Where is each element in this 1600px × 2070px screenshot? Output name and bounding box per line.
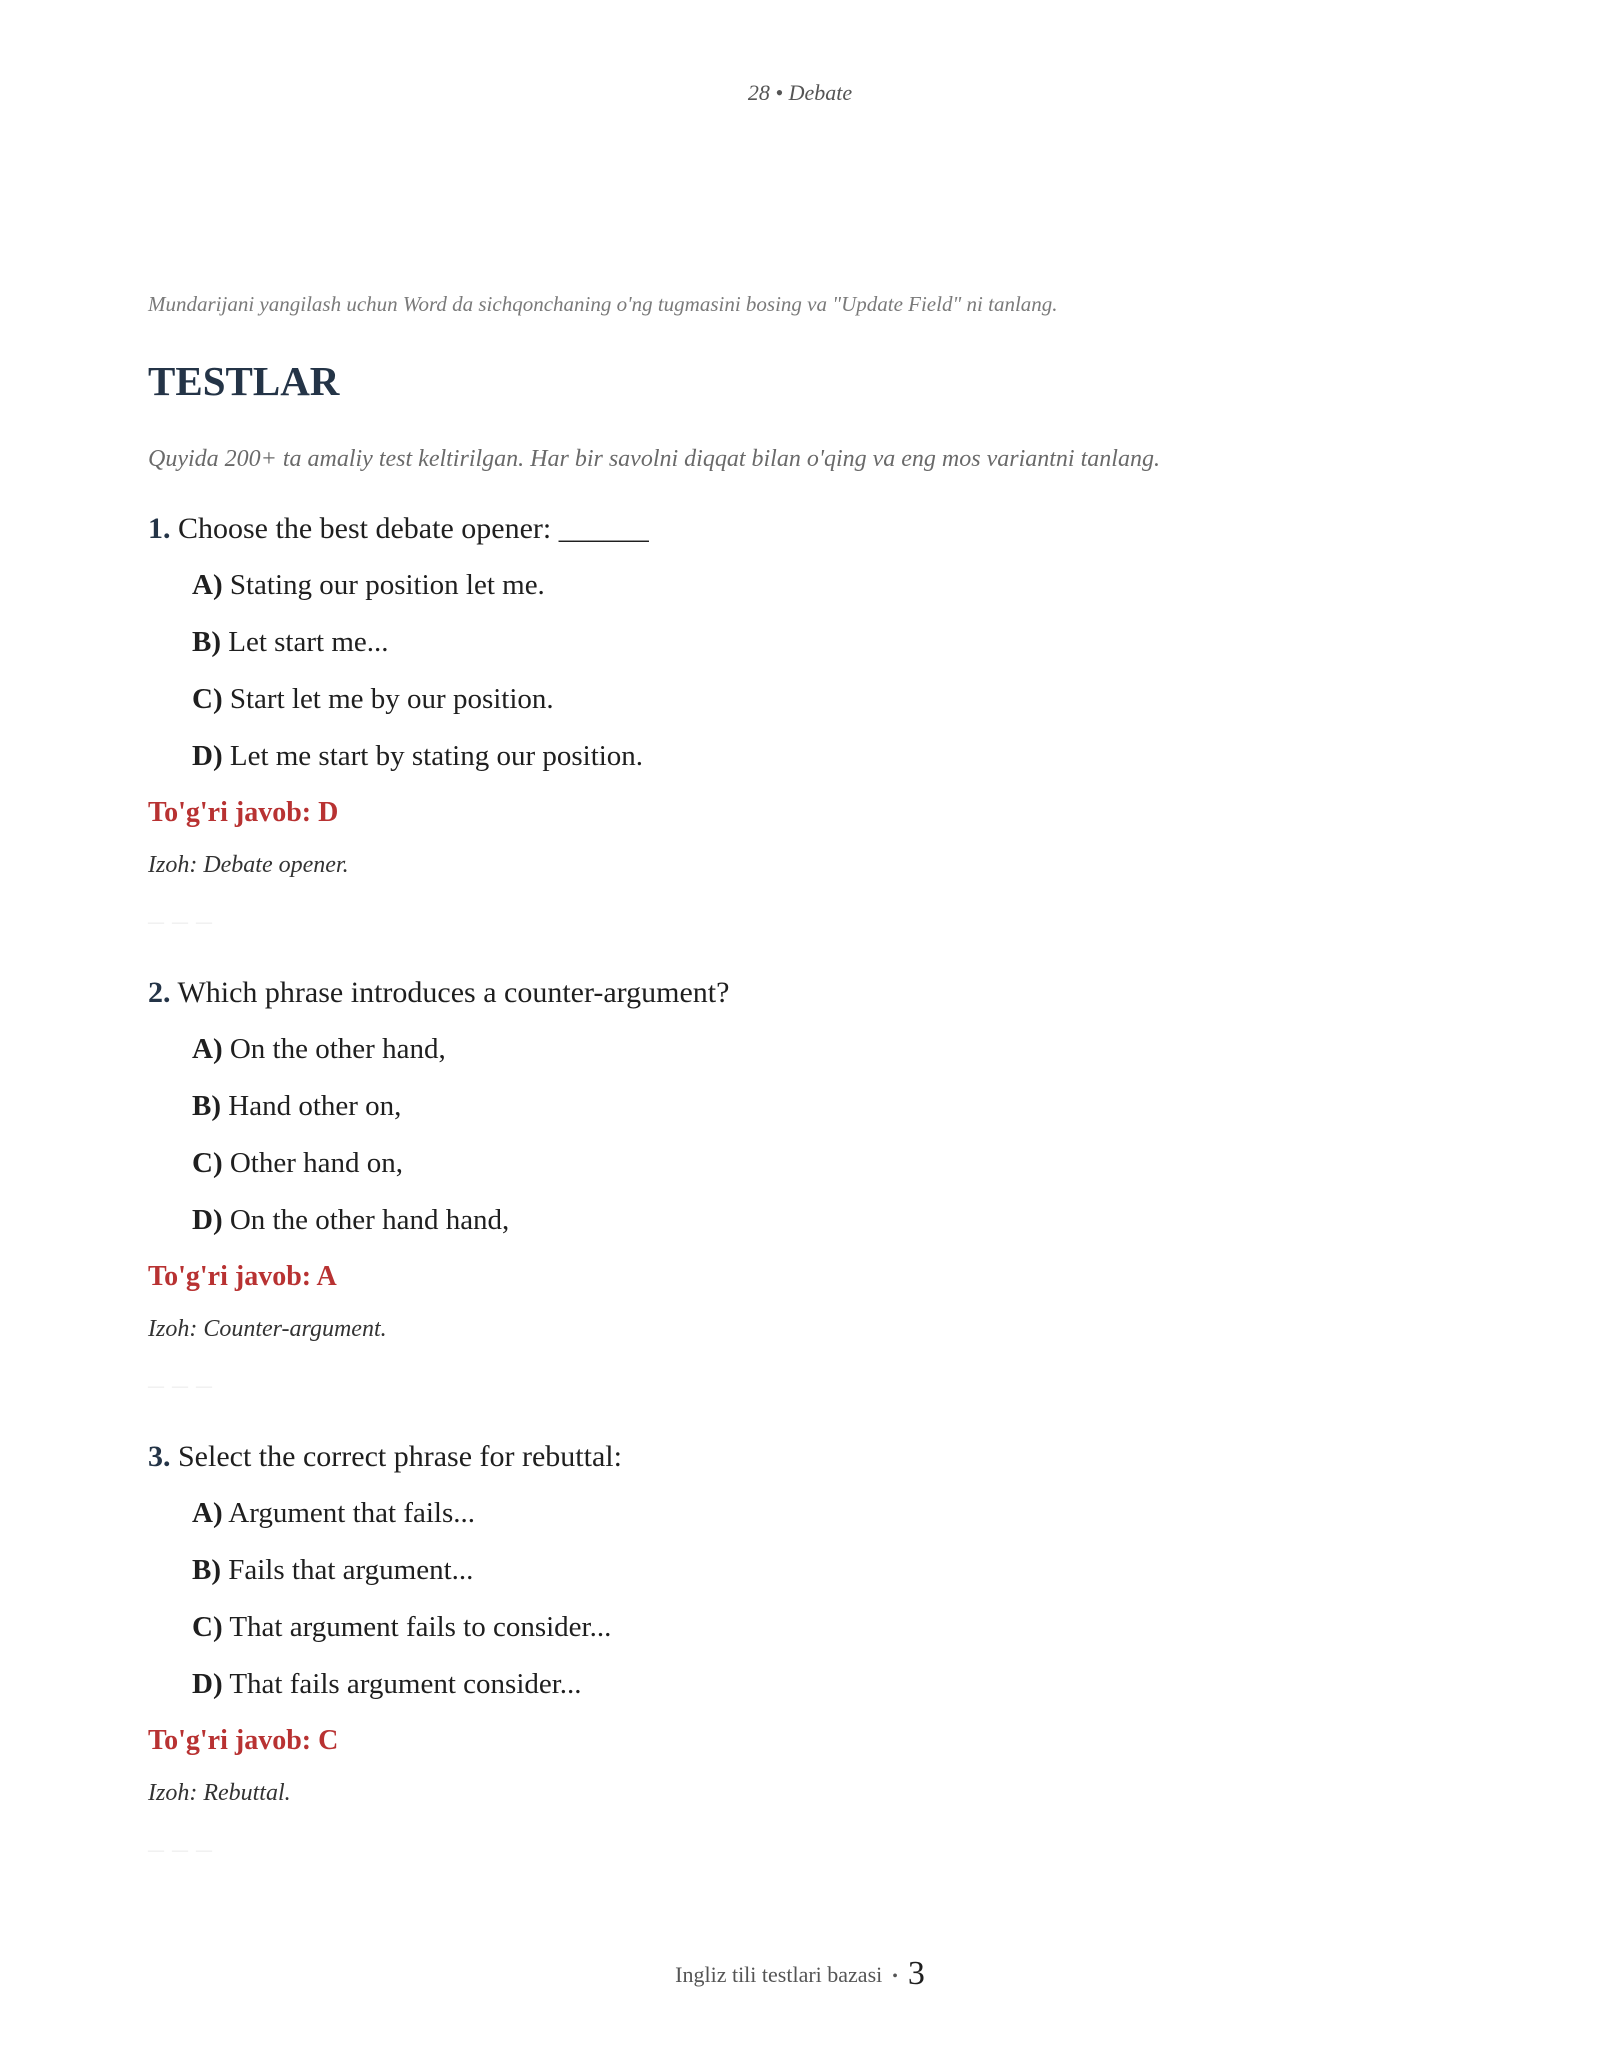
option-letter: B): [192, 1090, 221, 1122]
option-letter: D): [192, 1204, 223, 1236]
option-text: Let me start by stating our position.: [229, 740, 644, 772]
option-text: On the other hand,: [229, 1033, 446, 1065]
option-letter: D): [192, 1668, 223, 1700]
option-c: [192, 681, 1468, 717]
option-letter: C): [192, 683, 223, 715]
option-letter: A): [192, 1497, 223, 1529]
option-text: Stating our position let me.: [229, 569, 545, 601]
question-number: 3.: [148, 1440, 171, 1473]
question-prompt: Which phrase introduces a counter-argument?: [177, 976, 730, 1009]
option-text: Hand other on,: [228, 1090, 402, 1122]
page-footer: [0, 1955, 1600, 1993]
footer-title: Ingliz tili testlari bazasi: [675, 1962, 883, 1987]
option-letter: B): [192, 1554, 221, 1586]
option-text: Fails that argument...: [228, 1554, 474, 1586]
question-prompt: Select the correct phrase for rebuttal:: [178, 1440, 622, 1473]
footer-bullet: •: [892, 1967, 898, 1985]
document-body: [148, 292, 1468, 1903]
option-text: Other hand on,: [229, 1147, 404, 1179]
question-1: [148, 511, 1468, 935]
option-text: That argument fails to consider...: [229, 1611, 612, 1643]
explanation-note: Izoh: Counter-argument.: [148, 1316, 387, 1342]
question-text: [148, 975, 1468, 1011]
option-text: On the other hand hand,: [229, 1204, 510, 1236]
toc-update-note: Mundarijani yangilash uchun Word da sichqonchaning o'ng tugmasini bosing va "Update Field" ni tanlang.: [148, 292, 1058, 316]
option-a: [192, 567, 1468, 603]
question-text: [148, 511, 1468, 547]
option-letter: C): [192, 1611, 223, 1643]
option-d: [192, 738, 1468, 774]
option-d: [192, 1202, 1468, 1238]
option-letter: A): [192, 569, 223, 601]
option-d: [192, 1666, 1468, 1702]
correct-answer: To'g'ri javob: A: [148, 1261, 337, 1292]
page-number: 3: [907, 1955, 925, 1992]
question-prompt: Choose the best debate opener: ______: [178, 512, 649, 545]
option-text: Argument that fails...: [228, 1497, 475, 1529]
option-b: [192, 1552, 1468, 1588]
option-a: [192, 1031, 1468, 1067]
option-text: Let start me...: [228, 626, 389, 658]
question-separator: — — —: [148, 1378, 214, 1395]
option-text: Start let me by our position.: [229, 683, 554, 715]
explanation-note: Izoh: Debate opener.: [148, 852, 349, 878]
question-number: 1.: [148, 512, 171, 545]
explanation-note: Izoh: Rebuttal.: [148, 1780, 291, 1806]
option-letter: A): [192, 1033, 223, 1065]
section-intro: Quyida 200+ ta amaliy test keltirilgan. Har bir savolni diqqat bilan o'qing va eng mos variantni tanlang.: [148, 446, 1160, 472]
question-2: [148, 975, 1468, 1399]
option-letter: B): [192, 626, 221, 658]
option-a: [192, 1495, 1468, 1531]
option-b: [192, 624, 1468, 660]
option-c: [192, 1609, 1468, 1645]
question-separator: — — —: [148, 914, 214, 931]
question-text: [148, 1439, 1468, 1475]
question-3: [148, 1439, 1468, 1863]
page-header: 28 • Debate: [747, 80, 853, 105]
option-letter: D): [192, 740, 223, 772]
option-b: [192, 1088, 1468, 1124]
correct-answer: To'g'ri javob: C: [148, 1725, 339, 1756]
question-number: 2.: [148, 976, 171, 1009]
option-letter: C): [192, 1147, 223, 1179]
option-text: That fails argument consider...: [229, 1668, 582, 1700]
correct-answer: To'g'ri javob: D: [148, 797, 339, 828]
option-c: [192, 1145, 1468, 1181]
question-separator: — — —: [148, 1842, 214, 1859]
section-title: TESTLAR: [148, 358, 340, 404]
